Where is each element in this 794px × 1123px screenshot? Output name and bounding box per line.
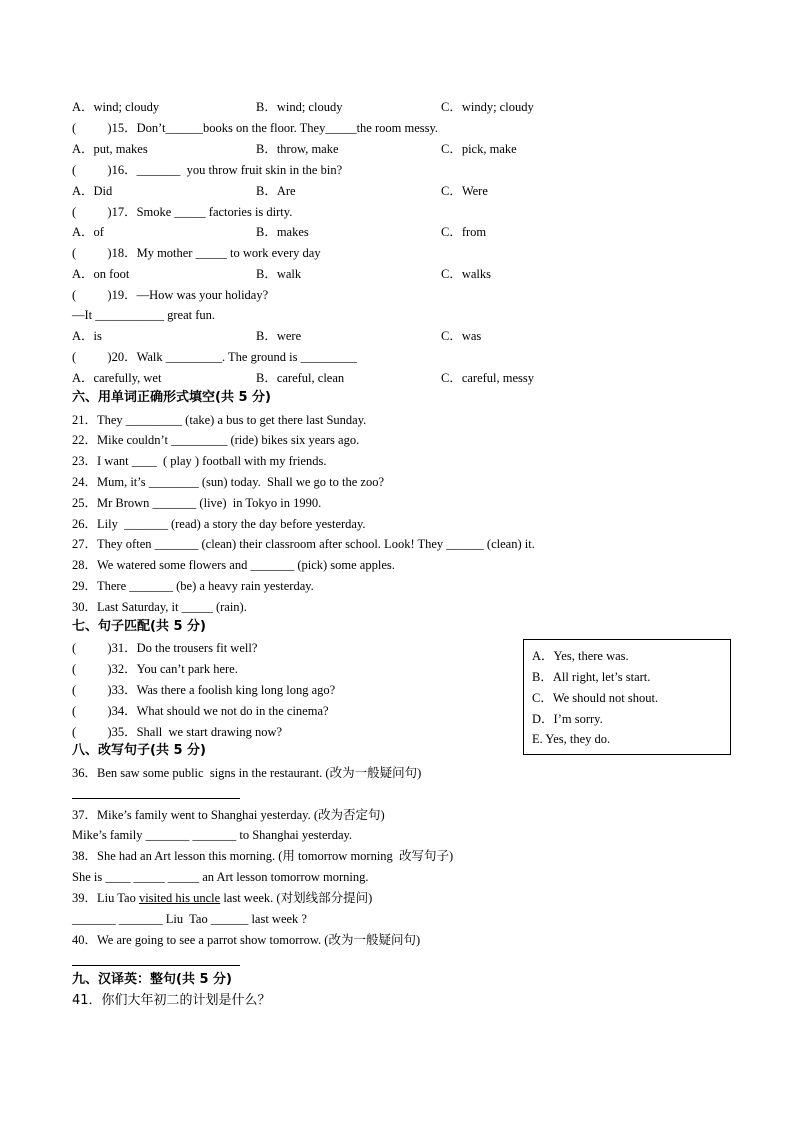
q32: ( )32．You can’t park here. [72,662,238,676]
q19-option-a: A．is [72,329,102,343]
section9-heading: 九、汉译英：整句(共 5 分) [72,972,232,987]
choice-a: A．Yes, there was. [532,649,629,663]
q40: 40．We are going to see a parrot show tomorrow. (改为一般疑问句) [72,933,421,947]
q16-question: ( )16．_______ you throw fruit skin in the bin? [72,163,343,177]
q39 [72,890,372,906]
q17-option-c: C．from [441,225,487,239]
q14-option-a: A．wind; cloudy [72,100,160,114]
q18-option-c: C．walks [441,267,492,281]
q39-underlined-phrase: visited his uncle [138,891,221,905]
q15-question: ( )15．Don’t______books on the floor. They_____the room messy. [72,121,439,135]
q23: 23．I want ____ ( play ) football with my friends. [72,454,327,468]
choice-b: B．All right, let’s start. [532,670,651,684]
section7-heading: 七、句子匹配(共 5 分) [72,619,206,634]
q17-option-a: A．of [72,225,104,239]
q19-question: ( )19．—How was your holiday? [72,288,269,302]
q25: 25．Mr Brown _______ (live) in Tokyo in 1990. [72,496,322,510]
q15-option-b: B．throw, make [256,142,339,156]
q30: 30．Last Saturday, it _____ (rain). [72,600,247,614]
q15-option-c: C．pick, make [441,142,517,156]
q38-answer: She is ____ _____ _____ an Art lesson tomorrow morning. [72,870,369,884]
q40-answer-line [72,965,240,966]
choice-c: C．We should not shout. [532,691,659,705]
q16-option-a: A．Did [72,184,113,198]
section8-heading: 八、改写句子(共 5 分) [72,743,206,758]
q39-prefix: 39．Liu Tao [72,891,139,905]
q14-option-b: B．wind; cloudy [256,100,343,114]
q36: 36．Ben saw some public signs in the restaurant. (改为一般疑问句) [72,766,422,780]
q34: ( )34．What should we not do in the cinema? [72,704,329,718]
q33: ( )33．Was there a foolish king long long ago? [72,683,336,697]
q26: 26．Lily _______ (read) a story the day before yesterday. [72,517,366,531]
q17-option-b: B．makes [256,225,309,239]
choice-e: E. Yes, they do. [532,732,611,746]
q20-option-c: C．careful, messy [441,371,535,385]
q28: 28．We watered some flowers and _______ (pick) some apples. [72,558,395,572]
q19-option-b: B．were [256,329,302,343]
q37-answer: Mike’s family _______ _______ to Shanghai yesterday. [72,828,353,842]
q24: 24．Mum, it’s ________ (sun) today. Shall we go to the zoo? [72,475,385,489]
q39-suffix: last week. (对划线部分提问) [220,891,373,905]
q15-option-a: A．put, makes [72,142,148,156]
q38: 38．She had an Art lesson this morning. (用 tomorrow morning 改写句子) [72,849,454,863]
q39-answer: _______ _______ Liu Tao ______ last week ? [72,912,307,926]
answer-choices-box [523,639,731,755]
q19-answer-line: —It ___________ great fun. [72,308,216,322]
q41: 41．你们大年初二的计划是什么？ [72,993,271,1008]
q27: 27．They often _______ (clean) their classroom after school. Look! They ______ (clean) it. [72,537,535,551]
q17-question: ( )17．Smoke _____ factories is dirty. [72,205,293,219]
q21: 21．They _________ (take) a bus to get there last Sunday. [72,413,367,427]
q18-option-a: A．on foot [72,267,130,281]
q16-option-c: C．Were [441,184,488,198]
q19-option-c: C．was [441,329,482,343]
q31: ( )31．Do the trousers fit well? [72,641,258,655]
q20-question: ( )20．Walk _________. The ground is _________ [72,350,357,364]
section6-heading: 六、用单词正确形式填空(共 5 分) [72,390,271,405]
q29: 29．There _______ (be) a heavy rain yesterday. [72,579,314,593]
q20-option-b: B．careful, clean [256,371,345,385]
q14-option-c: C．windy; cloudy [441,100,534,114]
q36-answer-line [72,798,240,799]
q22: 22．Mike couldn’t _________ (ride) bikes six years ago. [72,433,360,447]
q16-option-b: B．Are [256,184,296,198]
q18-question: ( )18．My mother _____ to work every day [72,246,321,260]
choice-d: D．I’m sorry. [532,712,603,726]
q37: 37．Mike’s family went to Shanghai yesterday. (改为否定句) [72,808,385,822]
q18-option-b: B．walk [256,267,302,281]
q35: ( )35．Shall we start drawing now? [72,725,283,739]
q20-option-a: A．carefully, wet [72,371,162,385]
